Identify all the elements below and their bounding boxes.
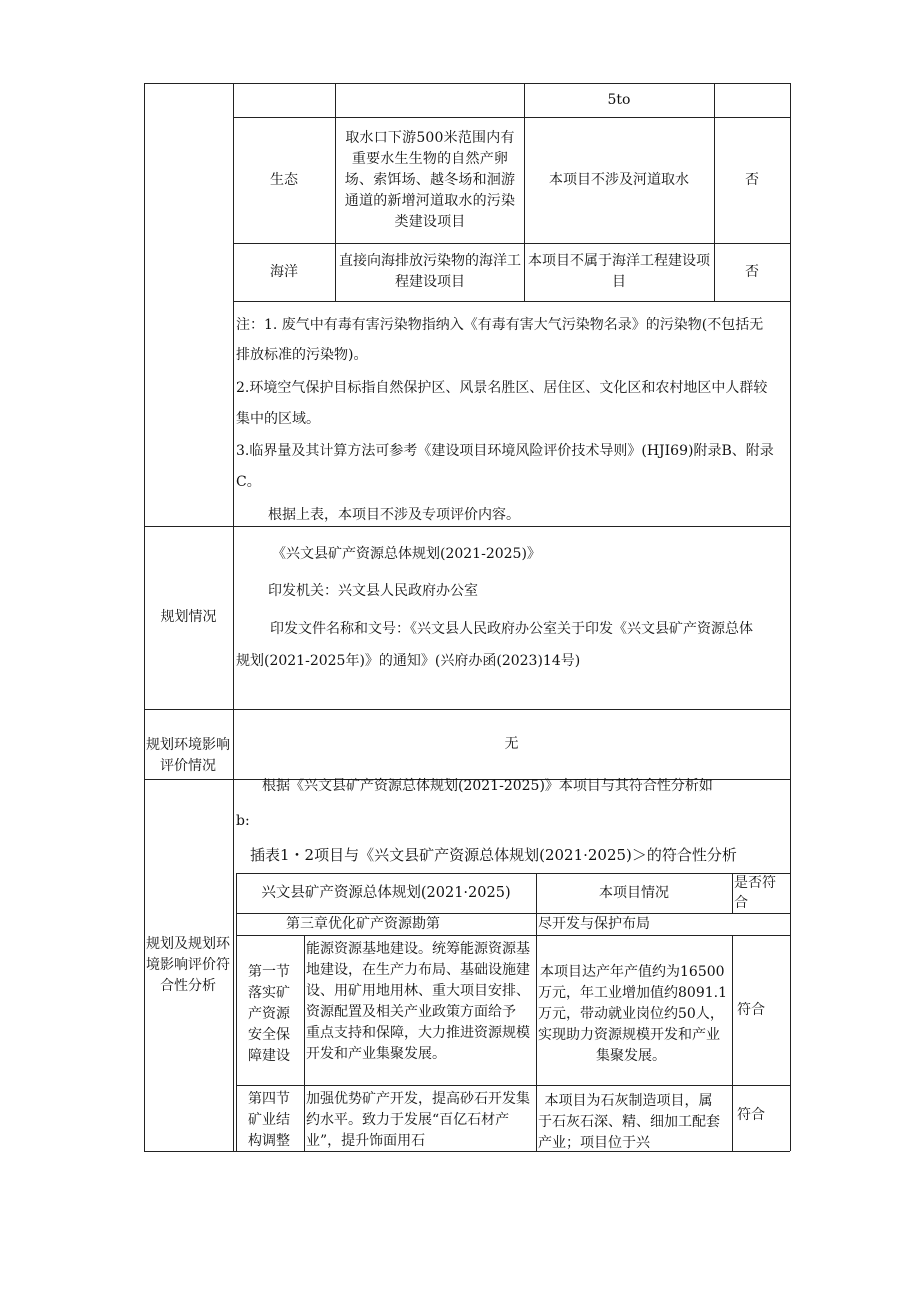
note-3b: C。: [236, 474, 261, 490]
conformity-intro-b: b:: [236, 813, 250, 829]
conformity-label-b: 境影响评价符: [146, 957, 230, 973]
row2-plan-2: 约水平。致力于发展“百亿石材产: [306, 1112, 510, 1128]
header-match-b: 合: [734, 895, 748, 911]
env-impact-label-a: 规划环境影响: [146, 737, 230, 753]
ecology-result: 否: [745, 171, 759, 188]
row1-plan-1: 能源资源基地建设。统筹能源资源基: [306, 941, 530, 957]
note-2b: 集中的区域。: [236, 411, 320, 427]
env-impact-label-b: 评价情况: [160, 758, 216, 774]
note-2a: 2.环境空气保护目标指自然保护区、风景名胜区、居住区、文化区和农村地区中人群较: [236, 380, 768, 396]
bottom-border: [144, 1151, 790, 1152]
row1-plan-5: 重点支持和保障，大力推进资源规模: [306, 1025, 530, 1041]
planning-issuer: 印发机关：兴文县人民政府办公室: [268, 583, 478, 599]
row1-section-3: 产资源: [248, 1006, 290, 1022]
conformity-intro-a: 根据《兴文县矿产资源总体规划(2021-2025)》本项目与其符合性分析如: [262, 778, 713, 794]
planning-doc-b: 规划(2021-2025年)》的通知》(兴府办函(2023)14号): [236, 653, 581, 669]
row2-project-2: 于石灰石深、精、细加工配套: [538, 1114, 720, 1130]
planning-title: 《兴文县矿产资源总体规划(2021-2025)》: [272, 546, 541, 562]
env-impact-value: 无: [504, 735, 519, 752]
ecology-project: 本项目不涉及河道取水: [549, 171, 689, 188]
notes-bottom: [144, 526, 790, 527]
row1-project-4: 实现助力资源规模开发和产业: [538, 1027, 720, 1043]
row1-section-2: 落实矿: [248, 985, 290, 1001]
note-1a: 注：1. 废气中有毒有害污染物指纳入《有毒有害大气污染物名录》的污染物(不包括无: [236, 317, 764, 333]
row2-result: 符合: [737, 1106, 765, 1123]
ecology-requirement: 取水口下游500米范围内有重要水生生物的自然产卵场、索饵场、越冬场和洄游通道的新增河道取水的污染类建设项目: [344, 129, 516, 230]
outer-right-border: [790, 83, 791, 1151]
note-1b: 排放标准的污染物)。: [236, 347, 368, 363]
row1-plan-4: 资源配置及相关产业政策方面给予: [306, 1004, 516, 1020]
ocean-requirement: 直接向海排放污染物的海洋工程建设项目: [339, 253, 521, 290]
conformity-caption: 插表1・2项目与《兴文县矿产资源总体规划(2021·2025)＞的符合性分析: [250, 846, 737, 864]
ecology-label: 生态: [270, 171, 298, 188]
conformity-label-a: 规划及规划环: [146, 936, 230, 952]
ocean-project: 本项目不属于海洋工程建设项目: [528, 253, 710, 290]
inner-left: [236, 873, 237, 1151]
ocean-label: 海洋: [270, 263, 298, 280]
row2-plan-1: 加强优势矿产开发，提高砂石开发集: [306, 1091, 530, 1107]
row1-plan-6: 开发和产业集聚发展。: [306, 1046, 446, 1062]
inner-result-col: [732, 873, 733, 913]
row2-project-1: 本项目为石灰制造项目，属: [540, 1093, 713, 1109]
row2-plan-3: 业”，提升饰面用石: [306, 1133, 426, 1149]
planning-label: 规划情况: [160, 609, 217, 625]
row2-section-1: 第四节: [248, 1091, 290, 1107]
row1-project-3: 万元，带动就业岗位约50人，: [538, 1006, 724, 1022]
top-col2-border: [335, 83, 336, 301]
row1-project-2: 万元，年工业增加值约8091.1: [538, 985, 727, 1001]
row1-section-5: 障建设: [248, 1048, 290, 1064]
inner-chapter-bottom: [236, 935, 790, 936]
row1-plan-2: 地建设，在生产力布局、基础设施建: [306, 962, 530, 978]
header-plan: 兴文县矿产资源总体规划(2021·2025): [261, 884, 511, 901]
inner-section-col: [304, 935, 305, 1151]
inner-row1-bottom: [236, 1085, 790, 1086]
row1-project-1: 本项目达产年产值约为16500: [540, 964, 725, 980]
chapter-right: 尽开发与保护布局: [538, 916, 650, 932]
inner-plan-col: [536, 873, 537, 1151]
header-project: 本项目情况: [599, 884, 669, 901]
planning-doc-a: 印发文件名称和文号：《兴文县人民政府办公室关于印发《兴文县矿产资源总体: [270, 621, 753, 637]
row2-section-3: 构调整: [248, 1133, 290, 1149]
row1-section-4: 安全保: [248, 1027, 290, 1043]
row1-plan-3: 设、用矿用地用林、重大项目安排、: [306, 983, 530, 999]
header-match-a: 是否符: [734, 875, 776, 891]
row1-project-5: 集聚发展。: [596, 1048, 666, 1064]
ocean-bottom: [233, 301, 790, 302]
ocean-result: 否: [745, 263, 759, 280]
row2-project-3: 产业；项目位于兴: [538, 1135, 650, 1151]
notes-conclusion: 根据上表，本项目不涉及专项评价内容。: [268, 507, 520, 523]
row1-section-1: 第一节: [248, 964, 290, 980]
conformity-label-c: 合性分析: [160, 978, 216, 994]
row2-section-2: 矿业结: [248, 1112, 290, 1128]
row0-value: 5to: [607, 91, 631, 108]
chapter-left: 第三章优化矿产资源勘第: [286, 916, 440, 932]
row1-result: 符合: [737, 1001, 765, 1018]
note-3a: 3.临界量及其计算方法可参考《建设项目环境风险评价技术导则》(HJI69)附录B、附录: [236, 443, 774, 459]
